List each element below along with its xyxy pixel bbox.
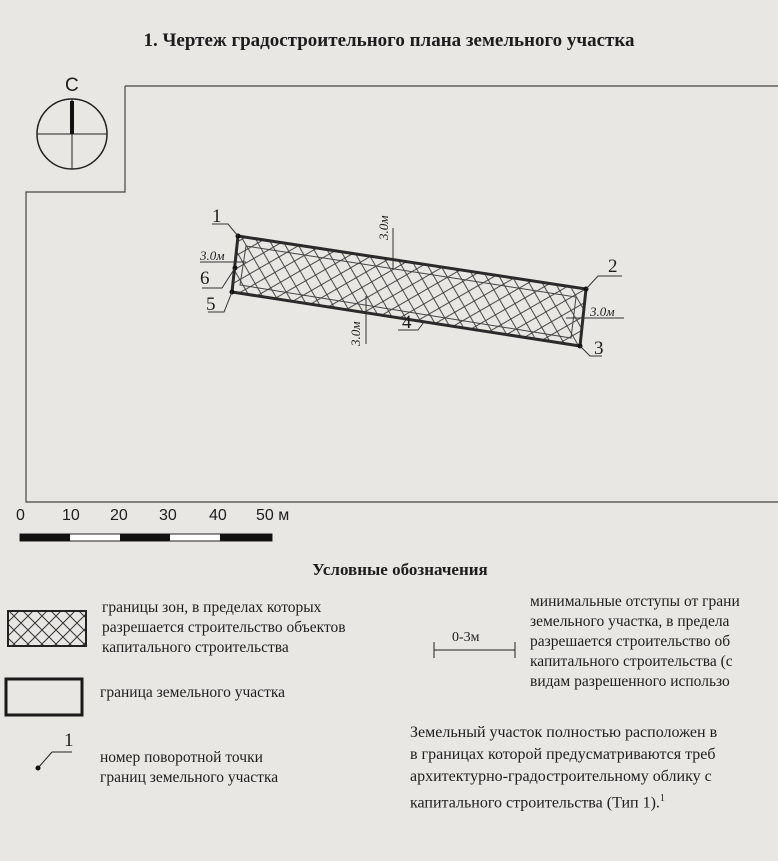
point-label-6: 6 [200,268,210,289]
point-label-1: 1 [212,206,222,227]
scale-label-0: 0 [16,507,25,524]
scale-label-40: 40 [209,507,227,524]
compass-icon [37,99,107,169]
scale-label-50: 50 м [256,507,290,524]
legend-note-last: капитального строительства (Тип 1). [410,794,660,812]
legend-setback-line: минимальные отступы от грани [530,593,740,610]
legend-setback-line: видам разрешенного использо [530,673,730,690]
legend-setback-line: земельного участка, в предела [530,613,730,630]
legend-note-line: архитектурно-градостроительному облику с [410,768,712,785]
legend-note-line: в границах которой предусматриваются треб [410,746,716,763]
legend-setback-line: разрешается строительство об [530,633,731,650]
scale-label-30: 30 [159,507,177,524]
point-label-2: 2 [608,256,618,277]
offset-label-top: 3.0м [376,215,391,240]
page-title: 1. Чертеж градостроительного плана земельного участка [143,30,635,51]
legend-note-superscript: 1 [659,793,665,804]
offset-label-right: 3.0м [590,304,615,319]
legend-zones-line: границы зон, в пределах которых [102,599,322,616]
legend-zones-line: капитального строительства [102,639,289,656]
point-legend-icon [36,752,73,771]
offset-label-left: 3.0м [200,248,225,263]
point-label-3: 3 [594,338,604,359]
zone-legend-icon [8,611,86,646]
legend-point-line: номер поворотной точки [100,749,263,766]
point-label-5: 5 [206,294,216,315]
legend-setback-line: капитального строительства (с [530,653,733,670]
scale-label-10: 10 [62,507,80,524]
legend-note-line [410,788,778,814]
offset-label-bottom: 3.0м [348,321,363,346]
legend-note-text [410,722,778,814]
compass-label: С [65,75,79,96]
legend-zones-line: разрешается строительство объектов [102,619,346,636]
point-label-4: 4 [402,312,412,333]
legend-note-line: Земельный участок полностью расположен в [410,724,718,741]
legend-zones-text [102,598,346,658]
legend-title: Условные обозначения [312,560,488,579]
legend-setback-text [530,592,778,692]
scale-bar [20,534,272,541]
legend-point-text [100,748,278,788]
legend-point-symbol-label: 1 [64,730,74,751]
legend-point-line: границ земельного участка [100,769,279,786]
scale-label-20: 20 [110,507,128,524]
legend-boundary-text: граница земельного участка [100,684,286,701]
legend-setback-symbol-label: 0-3м [452,630,480,645]
boundary-legend-icon [6,679,82,715]
